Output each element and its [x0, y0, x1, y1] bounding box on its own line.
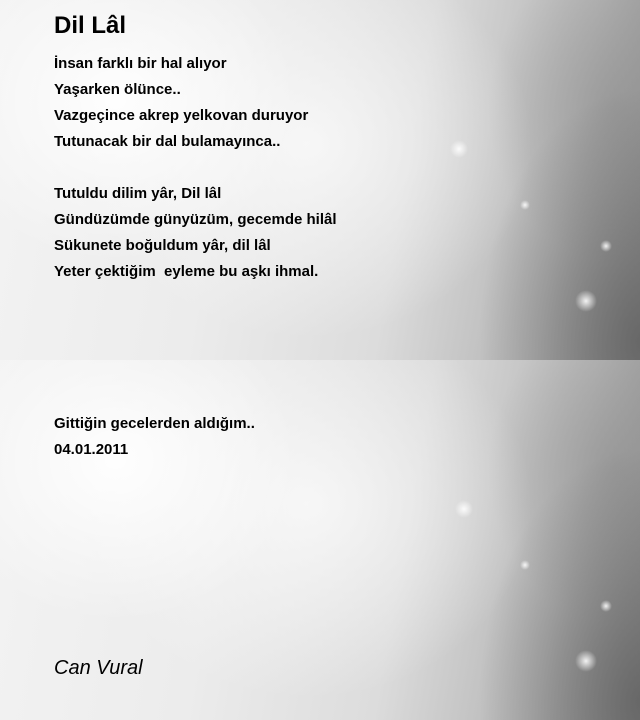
stanza-1: [54, 51, 308, 155]
stanza-2: [54, 181, 337, 285]
poem-title: Dil Lâl: [54, 12, 127, 39]
poem-line: Yaşarken ölünce..: [54, 81, 181, 98]
poem-line: Tutuldu dilim yâr, Dil lâl: [54, 185, 222, 202]
poem-line: Tutunacak bir dal bulamayınca..: [54, 133, 281, 150]
poem-panel-bottom: [0, 360, 640, 720]
poem-line: Gündüzümde günyüzüm, gecemde hilâl: [54, 211, 337, 228]
closing-lines: [54, 411, 255, 463]
poem-line: Sükunete boğuldum yâr, dil lâl: [54, 237, 271, 254]
poem-line: İnsan farklı bir hal alıyor: [54, 55, 227, 72]
poem-line: Gittiğin gecelerden aldığım..: [54, 415, 255, 432]
poem-line: Yeter çektiğim eyleme bu aşkı ihmal.: [54, 263, 319, 280]
poem-date: 04.01.2011: [54, 441, 129, 458]
poem-author: Can Vural: [54, 657, 143, 679]
poem-line: Vazgeçince akrep yelkovan duruyor: [54, 107, 309, 124]
